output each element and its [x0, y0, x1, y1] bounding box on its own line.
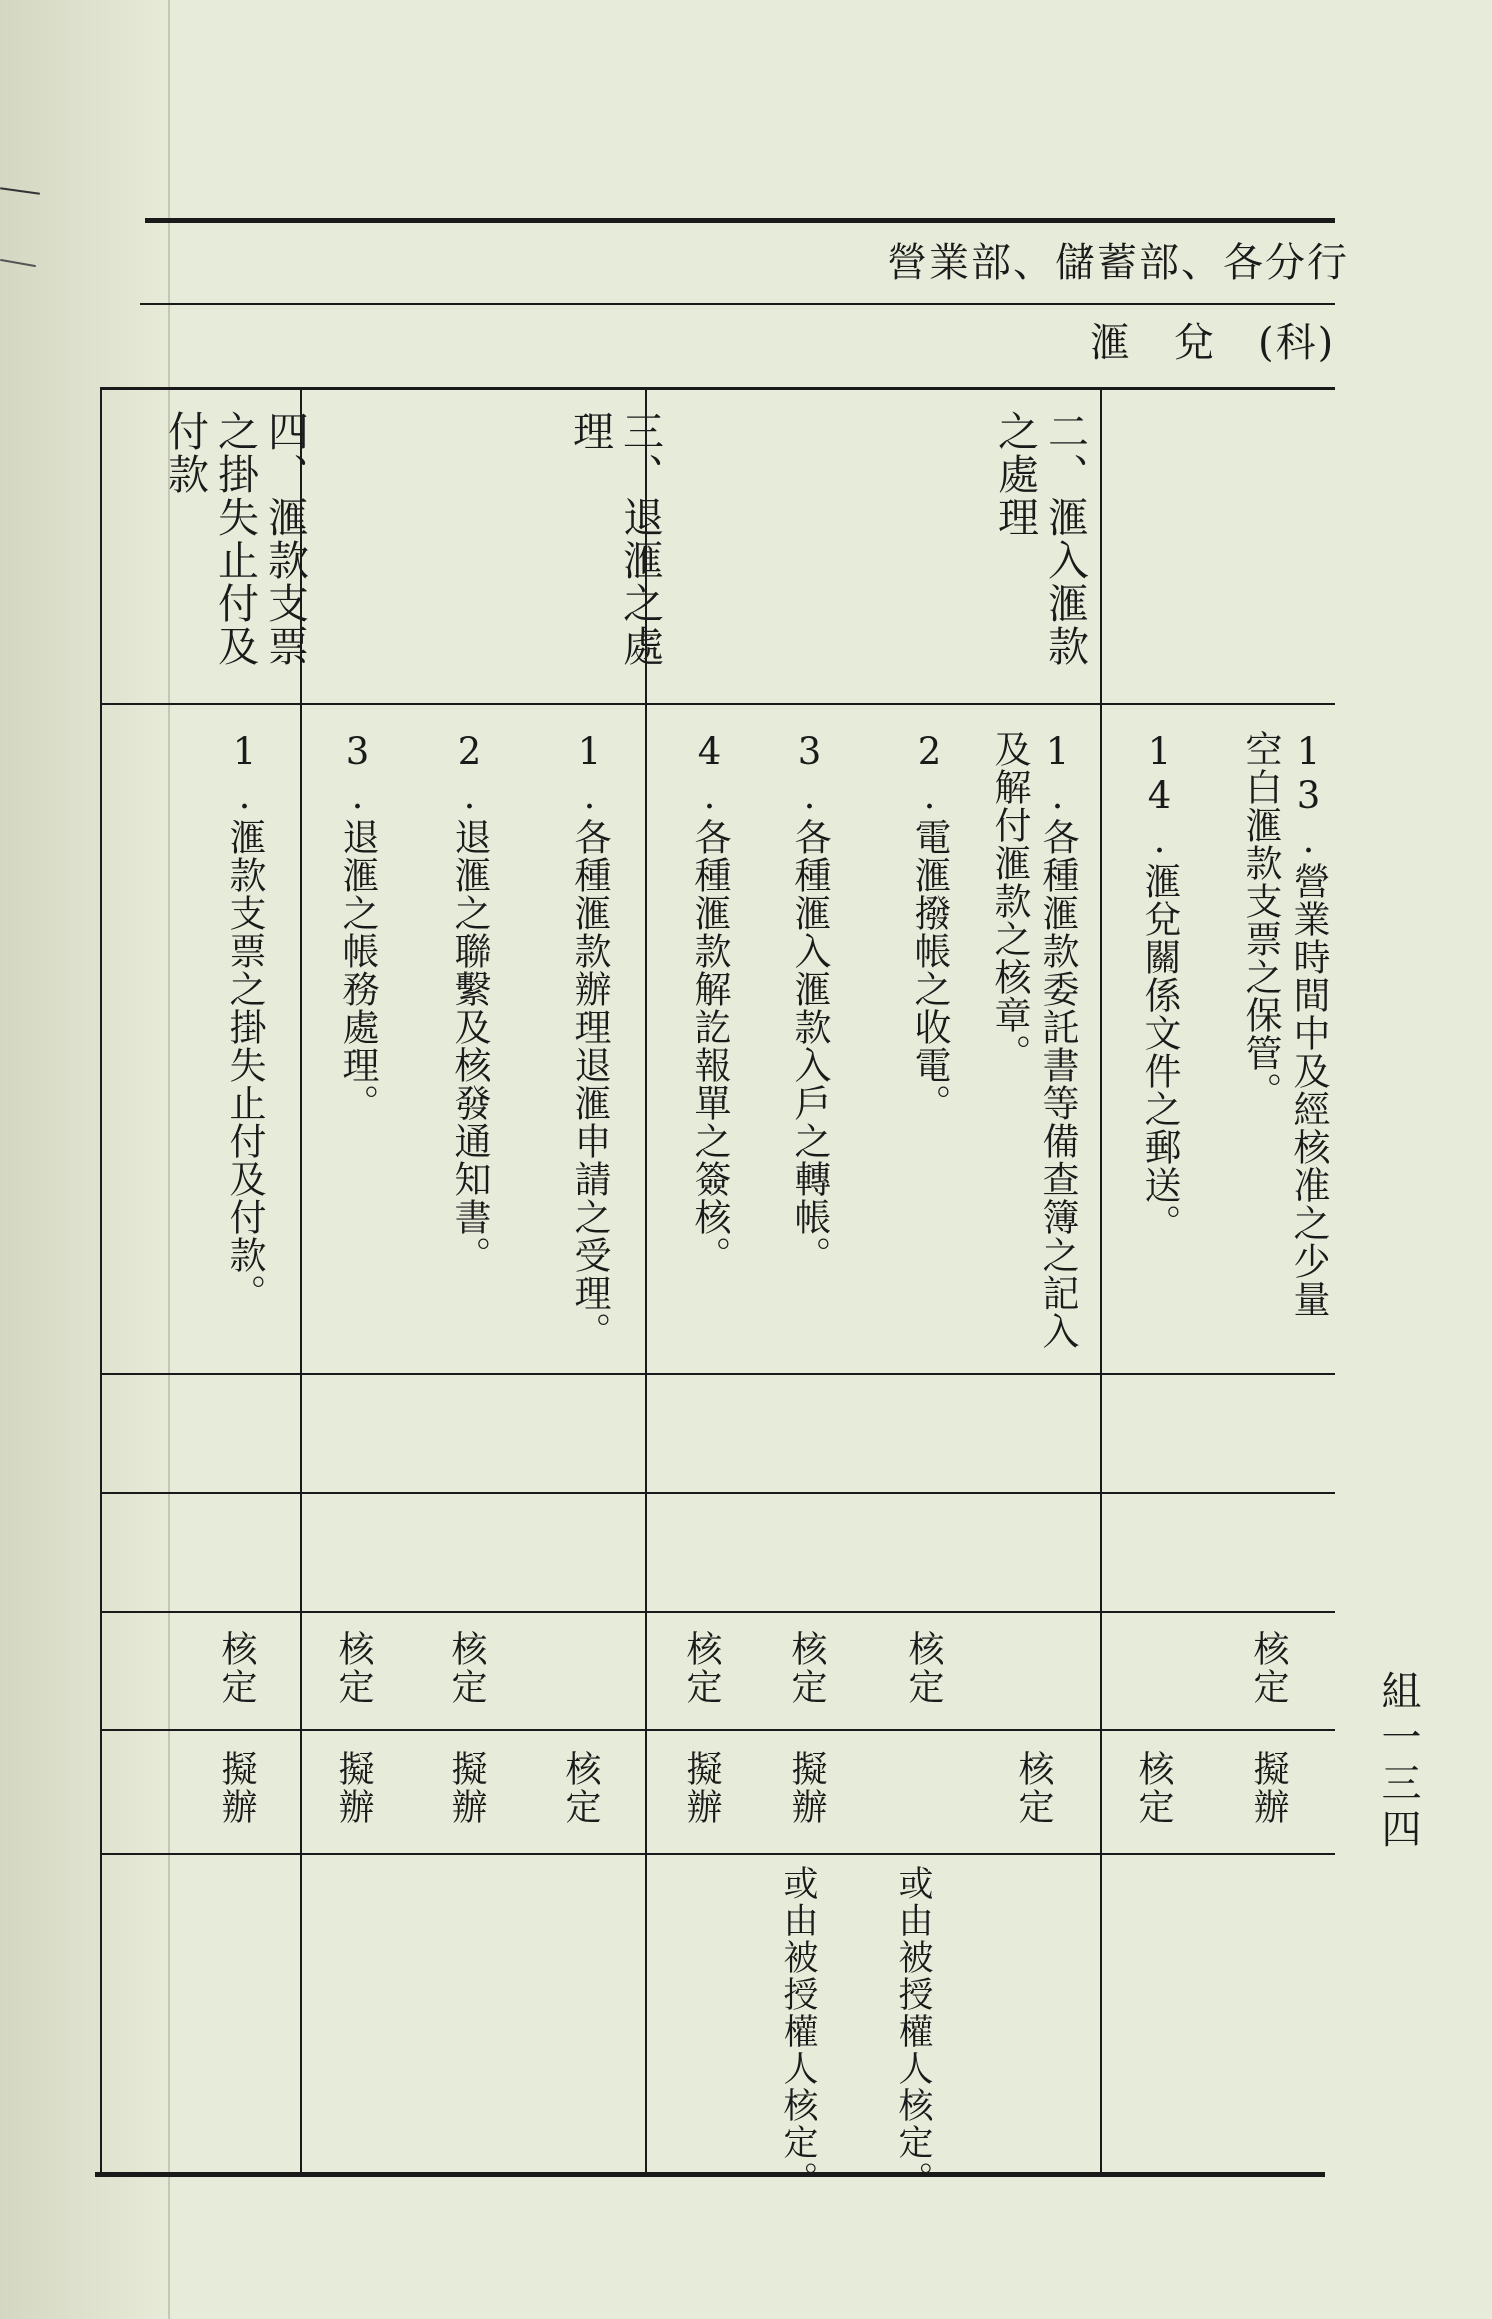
- authority-approve: 核定: [1248, 1630, 1289, 1706]
- authority-approve: 核定: [681, 1630, 722, 1706]
- category-label: 四、滙款支票之掛失止付及付款: [161, 410, 309, 668]
- item-text: 4.各種滙款解訖報單之簽核。: [688, 730, 731, 1274]
- authority-draft: 擬辦: [216, 1750, 257, 1826]
- authority-approve: 核定: [903, 1630, 944, 1706]
- authority-draft: 擬辦: [681, 1750, 722, 1826]
- header-section: 滙 兌 (科): [1090, 320, 1336, 366]
- authority-approve: 核定: [333, 1630, 374, 1706]
- authority-draft: 擬辦: [333, 1750, 374, 1826]
- authority-draft: 擬辦: [446, 1750, 487, 1826]
- item-text: 14.滙兌關係文件之郵送。: [1138, 730, 1181, 1242]
- column-rule-2: [100, 1492, 1335, 1494]
- authority-approve: 核定: [216, 1630, 257, 1706]
- item-text: 1.各種滙款辦理退滙申請之受理。: [568, 730, 611, 1350]
- item-text: 1.滙款支票之掛失止付及付款。: [223, 730, 266, 1312]
- authority-approve: 核定: [1013, 1750, 1054, 1826]
- item-text: 1.各種滙款委託書等備查簿之記入及解付滙款之核章。: [988, 730, 1079, 1350]
- column-rule-4: [100, 1729, 1335, 1731]
- item-text: 2.退滙之聯繫及核發通知書。: [448, 730, 491, 1274]
- remark: 或由被授權人核定。: [893, 1865, 933, 2198]
- item-text: 2.電滙撥帳之收電。: [908, 730, 951, 1122]
- table-top-rule: [100, 387, 1335, 390]
- authority-draft: 擬辦: [1248, 1750, 1289, 1826]
- authority-approve: 核定: [446, 1630, 487, 1706]
- item-text: 3.退滙之帳務處理。: [336, 730, 379, 1122]
- category-label: 三、退滙之處理: [566, 410, 664, 668]
- table-bottom-rule: [95, 2172, 1325, 2177]
- top-rule: [145, 218, 1335, 223]
- item-text: 13.營業時間中及經核准之少量空白滙款支票之保管。: [1239, 730, 1330, 1318]
- table-left-border: [100, 390, 102, 2172]
- column-rule-3: [100, 1611, 1335, 1613]
- column-rule-5: [100, 1853, 1335, 1855]
- authority-approve: 核定: [560, 1750, 601, 1826]
- header-departments: 營業部、儲蓄部、各分行: [887, 240, 1349, 286]
- page-number: 組一三四: [1375, 1670, 1421, 1854]
- category-label: 二、滙入滙款之處理: [991, 410, 1089, 668]
- facing-page: [0, 0, 175, 2319]
- item-text: 3.各種滙入滙款入戶之轉帳。: [788, 730, 831, 1274]
- row-divider-1: [1100, 390, 1102, 2172]
- page-fold: [168, 0, 170, 2319]
- authority-approve: 核定: [786, 1630, 827, 1706]
- column-rule-1: [100, 1373, 1335, 1375]
- remark: 或由被授權人核定。: [778, 1865, 818, 2198]
- authority-approve: 核定: [1133, 1750, 1174, 1826]
- category-rule: [100, 703, 1335, 705]
- header-divider: [140, 303, 1335, 305]
- authority-draft: 擬辦: [786, 1750, 827, 1826]
